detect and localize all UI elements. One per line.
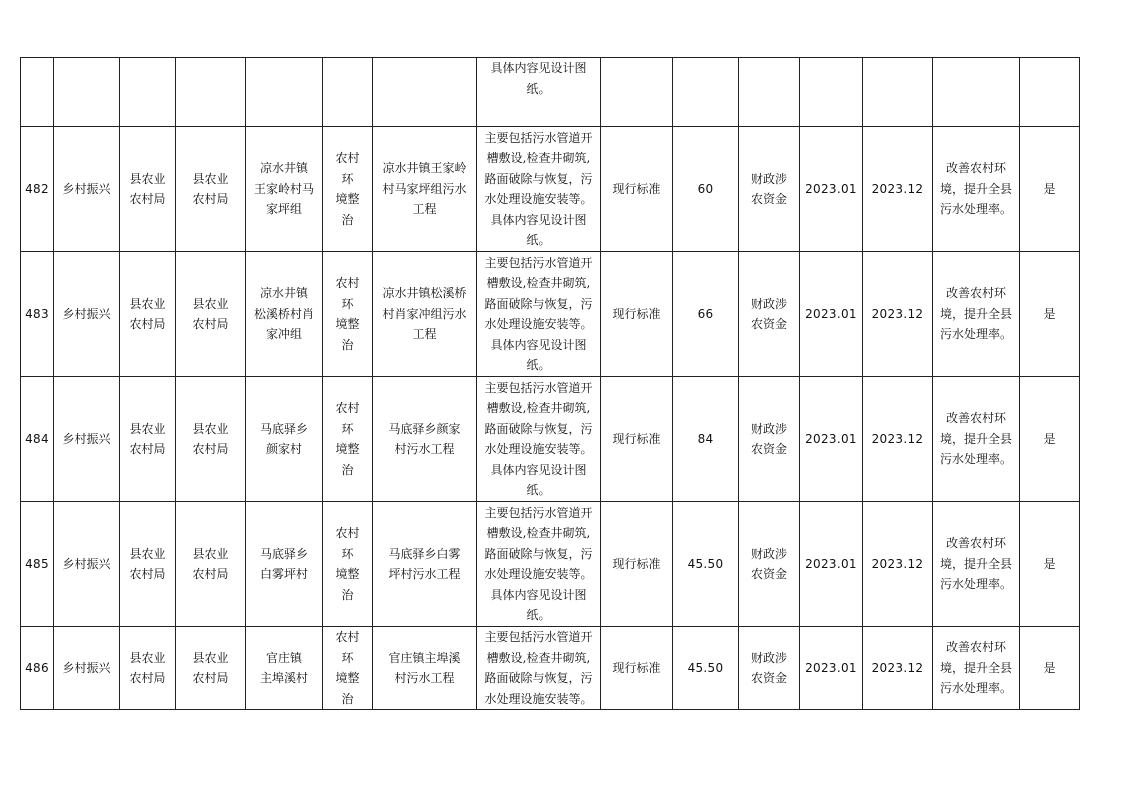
table-row-continuation (21, 58, 1080, 127)
cell-type: 农村 环 境整 治 (323, 377, 373, 502)
cell-type: 农村 环 境整 治 (323, 502, 373, 627)
cell-flag: 是 (1020, 377, 1080, 502)
cell-start: 2023.01 (800, 627, 863, 710)
cell-start: 2023.01 (800, 502, 863, 627)
cell-start: 2023.01 (800, 377, 863, 502)
cell-dept1: 县农业 农村局 (120, 377, 176, 502)
cell-location (246, 58, 323, 127)
cell-fund: 财政涉 农资金 (739, 502, 800, 627)
table-row (21, 502, 1080, 627)
cell-no (21, 58, 54, 127)
cell-no: 482 (21, 127, 54, 252)
cell-end: 2023.12 (863, 502, 933, 627)
cell-goal: 改善农村环 境，提升全县 污水处理率。 (933, 252, 1020, 377)
cell-location: 马底驿乡 白雾坪村 (246, 502, 323, 627)
cell-standard (601, 58, 673, 127)
cell-category: 乡村振兴 (54, 502, 120, 627)
cell-category (54, 58, 120, 127)
project-table (20, 57, 1080, 710)
cell-amount (673, 58, 739, 127)
cell-name: 马底驿乡白雾 坪村污水工程 (373, 502, 477, 627)
cell-standard: 现行标准 (601, 252, 673, 377)
cell-content: 具体内容见设计图 纸。 (477, 58, 601, 127)
cell-name: 凉水井镇松溪桥 村肖家冲组污水 工程 (373, 252, 477, 377)
cell-type: 农村 环 境整 治 (323, 627, 373, 710)
cell-end (863, 58, 933, 127)
cell-start: 2023.01 (800, 127, 863, 252)
cell-dept2: 县农业 农村局 (176, 127, 246, 252)
cell-content: 主要包括污水管道开 槽敷设,检查井砌筑, 路面破除与恢复，污 水处理设施安装等。 (477, 627, 601, 710)
cell-location: 凉水井镇 王家岭村马 家坪组 (246, 127, 323, 252)
cell-category: 乡村振兴 (54, 127, 120, 252)
cell-dept2 (176, 58, 246, 127)
cell-dept1: 县农业 农村局 (120, 127, 176, 252)
cell-dept2: 县农业 农村局 (176, 377, 246, 502)
cell-start (800, 58, 863, 127)
cell-dept1: 县农业 农村局 (120, 252, 176, 377)
cell-fund: 财政涉 农资金 (739, 377, 800, 502)
cell-dept2: 县农业 农村局 (176, 627, 246, 710)
cell-flag: 是 (1020, 252, 1080, 377)
cell-standard: 现行标准 (601, 627, 673, 710)
cell-dept1: 县农业 农村局 (120, 502, 176, 627)
cell-name: 官庄镇主埠溪 村污水工程 (373, 627, 477, 710)
table-row (21, 252, 1080, 377)
cell-category: 乡村振兴 (54, 377, 120, 502)
cell-standard: 现行标准 (601, 377, 673, 502)
cell-start: 2023.01 (800, 252, 863, 377)
cell-no: 486 (21, 627, 54, 710)
cell-category: 乡村振兴 (54, 627, 120, 710)
table-row (21, 377, 1080, 502)
cell-standard: 现行标准 (601, 502, 673, 627)
cell-category: 乡村振兴 (54, 252, 120, 377)
cell-no: 483 (21, 252, 54, 377)
cell-name: 马底驿乡颜家 村污水工程 (373, 377, 477, 502)
cell-flag: 是 (1020, 627, 1080, 710)
cell-type: 农村 环 境整 治 (323, 127, 373, 252)
cell-end: 2023.12 (863, 627, 933, 710)
cell-standard: 现行标准 (601, 127, 673, 252)
cell-content: 主要包括污水管道开 槽敷设,检查井砌筑, 路面破除与恢复，污 水处理设施安装等。 具体内容见设计图 纸。 (477, 502, 601, 627)
cell-goal: 改善农村环 境，提升全县 污水处理率。 (933, 377, 1020, 502)
cell-end: 2023.12 (863, 377, 933, 502)
cell-dept2: 县农业 农村局 (176, 502, 246, 627)
cell-goal: 改善农村环 境，提升全县 污水处理率。 (933, 502, 1020, 627)
cell-location: 官庄镇 主埠溪村 (246, 627, 323, 710)
cell-content: 主要包括污水管道开 槽敷设,检查井砌筑, 路面破除与恢复，污 水处理设施安装等。 具体内容见设计图 纸。 (477, 377, 601, 502)
cell-amount: 45.50 (673, 627, 739, 710)
cell-type: 农村 环 境整 治 (323, 252, 373, 377)
cell-fund (739, 58, 800, 127)
cell-name (373, 58, 477, 127)
cell-dept1 (120, 58, 176, 127)
cell-amount: 45.50 (673, 502, 739, 627)
cell-end: 2023.12 (863, 127, 933, 252)
cell-location: 凉水井镇 松溪桥村肖 家冲组 (246, 252, 323, 377)
cell-flag (1020, 58, 1080, 127)
cell-amount: 60 (673, 127, 739, 252)
cell-goal: 改善农村环 境，提升全县 污水处理率。 (933, 127, 1020, 252)
cell-amount: 84 (673, 377, 739, 502)
cell-fund: 财政涉 农资金 (739, 627, 800, 710)
cell-content: 主要包括污水管道开 槽敷设,检查井砌筑, 路面破除与恢复，污 水处理设施安装等。 具体内容见设计图 纸。 (477, 252, 601, 377)
cell-flag: 是 (1020, 127, 1080, 252)
cell-type (323, 58, 373, 127)
cell-name: 凉水井镇王家岭 村马家坪组污水 工程 (373, 127, 477, 252)
cell-amount: 66 (673, 252, 739, 377)
cell-no: 484 (21, 377, 54, 502)
cell-flag: 是 (1020, 502, 1080, 627)
cell-end: 2023.12 (863, 252, 933, 377)
cell-dept2: 县农业 农村局 (176, 252, 246, 377)
cell-goal (933, 58, 1020, 127)
cell-location: 马底驿乡 颜家村 (246, 377, 323, 502)
table-row (21, 627, 1080, 710)
cell-fund: 财政涉 农资金 (739, 252, 800, 377)
cell-content: 主要包括污水管道开 槽敷设,检查井砌筑, 路面破除与恢复，污 水处理设施安装等。 具体内容见设计图 纸。 (477, 127, 601, 252)
table-row (21, 127, 1080, 252)
cell-dept1: 县农业 农村局 (120, 627, 176, 710)
cell-fund: 财政涉 农资金 (739, 127, 800, 252)
cell-goal: 改善农村环 境，提升全县 污水处理率。 (933, 627, 1020, 710)
cell-no: 485 (21, 502, 54, 627)
